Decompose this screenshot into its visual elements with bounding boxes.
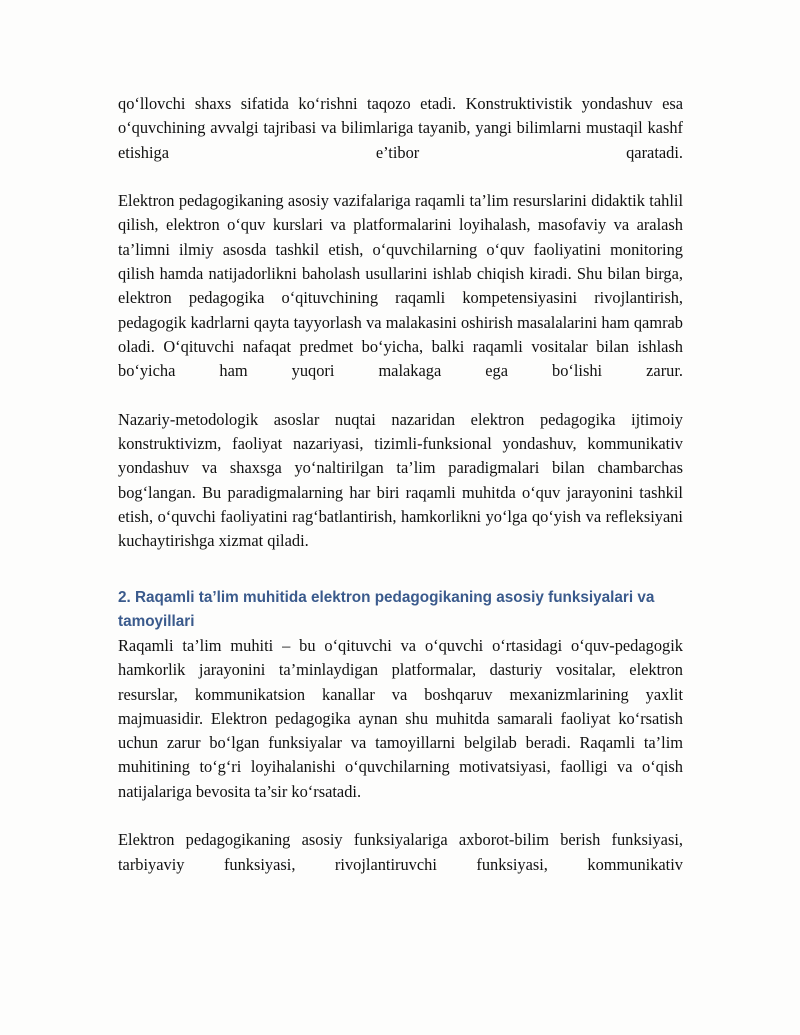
- paragraph-gap: [118, 554, 683, 578]
- paragraph-1: qo‘llovchi shaxs sifatida ko‘rishni taqozo etadi. Konstruktivistik yondashuv esa o‘quvchining avvalgi tajribasi va bilimlariga tayanib, yangi bilimlarni mustaqil kashf etishiga e’tibor qaratadi.: [118, 94, 683, 162]
- paragraph-gap: [118, 384, 683, 408]
- paragraph-3: Nazariy-metodologik asoslar nuqtai nazaridan elektron pedagogika ijtimoiy konstruktivizm, faoliyat nazariyasi, tizimli-funksional yondashuv, kommunikativ yondashuv va shaxsga yo‘naltirilgan ta’lim paradigmalari bilan chambarchas bog‘langan. Bu paradigmalarning har biri raqamli muhitda o‘quv jarayonini tashkil etish, o‘quvchi faoliyatini rag‘batlantirish, hamkorlikni yo‘lga qo‘yish va refleksiyani kuchaytirishga xizmat qiladi.: [118, 409, 683, 551]
- paragraph-gap: [118, 804, 683, 828]
- section-heading: 2. Raqamli ta’lim muhitida elektron pedagogikaning asosiy funksiyalari va tamoyillari: [118, 588, 655, 630]
- paragraph-4: Raqamli ta’lim muhiti – bu o‘qituvchi va o‘quvchi o‘rtasidagi o‘quv-pedagogik hamkorlik jarayonini ta’minlaydigan platformalar, dasturiy vositalar, elektron resurslar, kommunikatsion kanallar va boshqaruv mexanizmlarining yaxlit majmuasidir. Elektron pedagogika aynan shu muhitda samarali faoliyat ko‘rsatish uchun zarur bo‘lgan funksiyalar va tamoyillarni belgilab beradi. Raqamli ta’lim muhitining to‘g‘ri loyihalanishi o‘quvchilarning motivatsiyasi, faolligi va o‘qish natijalariga bevosita ta’sir ko‘rsatadi.: [118, 635, 683, 801]
- paragraph-5: Elektron pedagogikaning asosiy funksiyalariga axborot-bilim berish funksiyasi, tarbiyaviy funksiyasi, rivojlantiruvchi funksiyasi, kommunikativ: [118, 830, 683, 874]
- paragraph-2: Elektron pedagogikaning asosiy vazifalariga raqamli ta’lim resurslarini didaktik tahlil qilish, elektron o‘quv kurslari va platformalarini loyihalash, masofaviy va aralash ta’limni ilmiy asosda tashkil etish, o‘quvchilarning o‘quv faoliyatini monitoring qilish hamda natijadorlikni baholash usullarini ishlab chiqish kiradi. Shu bilan birga, elektron pedagogika o‘qituvchining raqamli kompetensiyasini rivojlantirish, pedagogik kadrlarni qayta tayyorlash va malakasini oshirish masalalarini ham qamrab oladi. O‘qituvchi nafaqat predmet bo‘yicha, balki raqamli vositalar bilan ishlash bo‘yicha ham yuqori malakaga ega bo‘lishi zarur.: [118, 191, 683, 381]
- paragraph-gap: [118, 165, 683, 189]
